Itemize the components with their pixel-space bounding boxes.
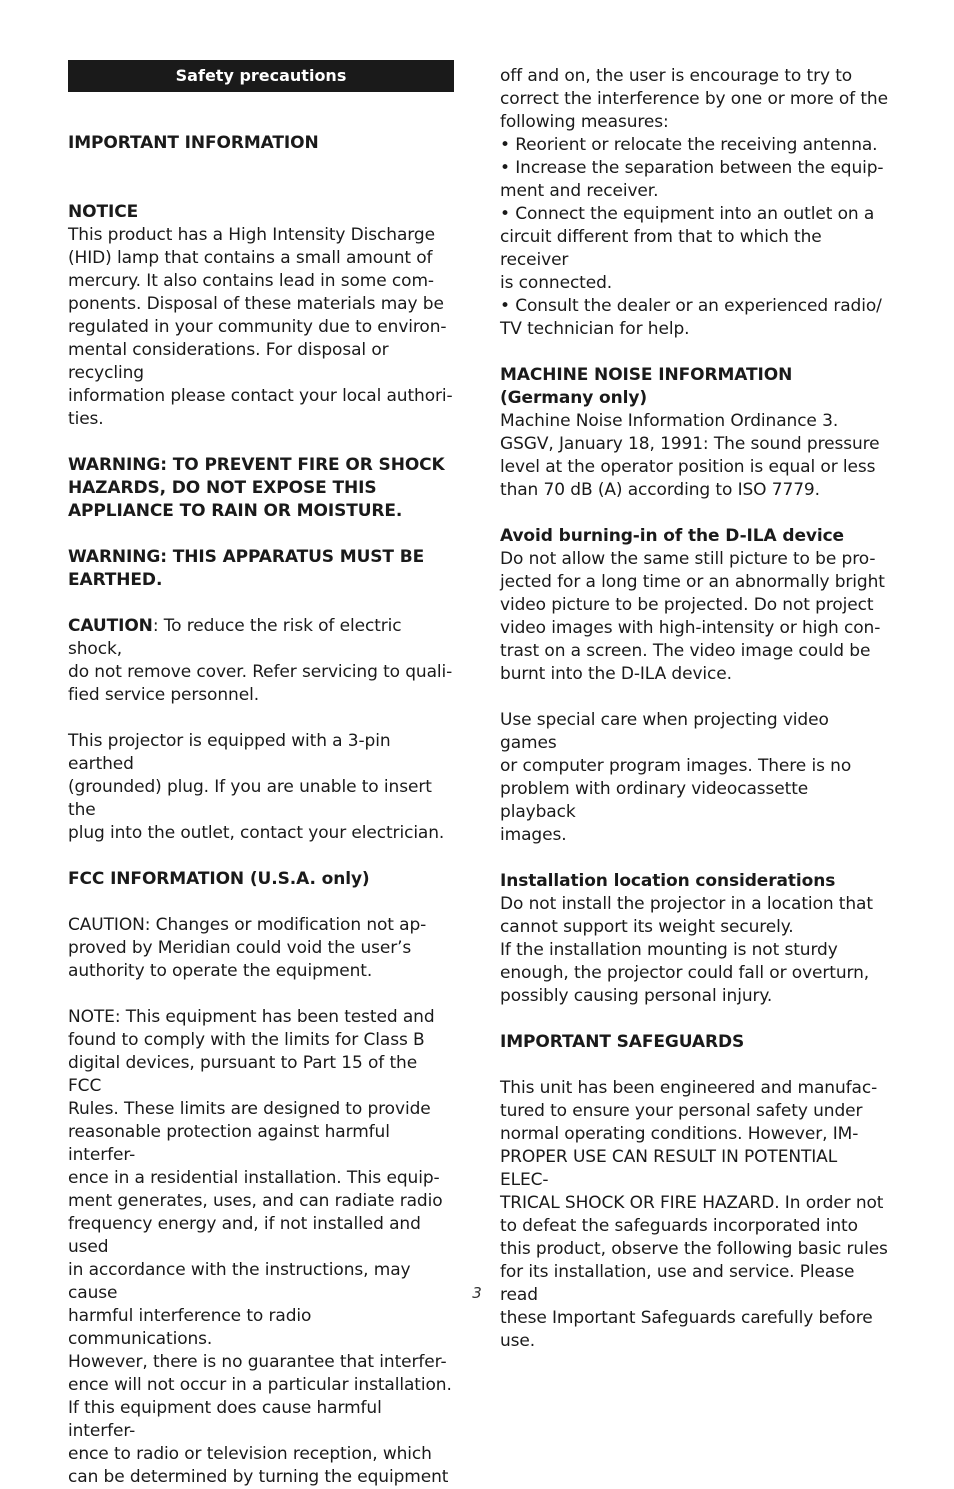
installation-heading: Installation location considerations <box>500 871 836 891</box>
machine-noise-text: Machine Noise Information Ordinance 3. GSGV, January 18, 1991: The sound pressure level at the operator position is equal or less than 70 dB (A) according to ISO 7779. <box>500 411 880 500</box>
important-information-heading: IMPORTANT INFORMATION <box>68 133 319 153</box>
burn-in-text: Do not allow the same still picture to be pro- jected for a long time or an abnormally bright video picture to be projected. Do not project video images with high-intensity or high con- trast on a screen. The video image could be burnt into the D-ILA device. <box>500 549 885 684</box>
important-safeguards-heading: IMPORTANT SAFEGUARDS <box>500 1032 745 1052</box>
right-column <box>500 65 888 1353</box>
plug-text: This projector is equipped with a 3-pin earthed (grounded) plug. If you are unable to insert the plug into the outlet, contact your electrician. <box>68 731 445 843</box>
fcc-caution-text: CAUTION: Changes or modification not ap- proved by Meridian could void the user’s authority to operate the equipment. <box>68 915 427 981</box>
burn-in-heading: Avoid burning-in of the D-ILA device <box>500 526 844 546</box>
machine-noise-heading: MACHINE NOISE INFORMATION (Germany only) <box>500 365 793 408</box>
caution-label: CAUTION <box>68 616 153 636</box>
fcc-note-text: NOTE: This equipment has been tested and found to comply with the limits for Class B digital devices, pursuant to Part 15 of the FCC Rules. These limits are designed to provide reasonable protection against harmful interfer- ence in a residential installation. This equip- ment generates, uses, and can radiate radio frequency energy and, if not installed and used in accordance with the instructions, may cause harmful interference to radio communications. However, there is no guarantee that interfer- ence will not occur in a particular installation. If this equipment does cause harmful interfer- ence to radio or television reception, which can be determined by turning the equipment <box>68 1007 452 1487</box>
page-number: 3 <box>472 1284 482 1302</box>
fcc-heading: FCC INFORMATION (U.S.A. only) <box>68 869 370 889</box>
warning-fire-text: WARNING: TO PREVENT FIRE OR SHOCK HAZARDS, DO NOT EXPOSE THIS APPLIANCE TO RAIN OR MOISTURE. <box>68 455 445 521</box>
notice-heading: NOTICE <box>68 202 139 222</box>
section-header: Safety precautions <box>68 60 454 92</box>
left-column <box>68 60 454 1489</box>
warning-earthed-text: WARNING: THIS APPARATUS MUST BE EARTHED. <box>68 547 425 590</box>
caution-paragraph <box>68 615 454 707</box>
fcc-continued-text: off and on, the user is encourage to try to correct the interference by one or more of the following measures: • Reorient or relocate the receiving antenna. • Increase the separation between the equip- ment and receiver. • Connect the equipment into an outlet on a circuit different from that to which the receiver is connected. • Consult the dealer or an experienced radio/ TV technician for help. <box>500 66 888 339</box>
video-games-text: Use special care when projecting video games or computer program images. There is no problem with ordinary videocassette playback images. <box>500 710 852 845</box>
notice-text: This product has a High Intensity Discharge (HID) lamp that contains a small amount of mercury. It also contains lead in some com- ponents. Disposal of these materials may be regulated in your community due to environ- mental considerations. For disposal or recycling information please contact your local authori- ties. <box>68 225 453 429</box>
caution-text: : To reduce the risk of electric shock, do not remove cover. Refer servicing to quali- fied service personnel. <box>68 616 453 705</box>
installation-text: Do not install the projector in a location that cannot support its weight securely. If the installation mounting is not sturdy enough, the projector could fall or overturn, possibly causing personal injury. <box>500 894 873 1006</box>
important-safeguards-text: This unit has been engineered and manufac- tured to ensure your personal safety under normal operating conditions. However, IM- PROPER USE CAN RESULT IN POTENTIAL ELEC- TRICAL SHOCK OR FIRE HAZARD. In order not to defeat the safeguards incorporated into this product, observe the following basic rules for its installation, use and service. Please read these Important Safeguards carefully before use. <box>500 1078 888 1351</box>
